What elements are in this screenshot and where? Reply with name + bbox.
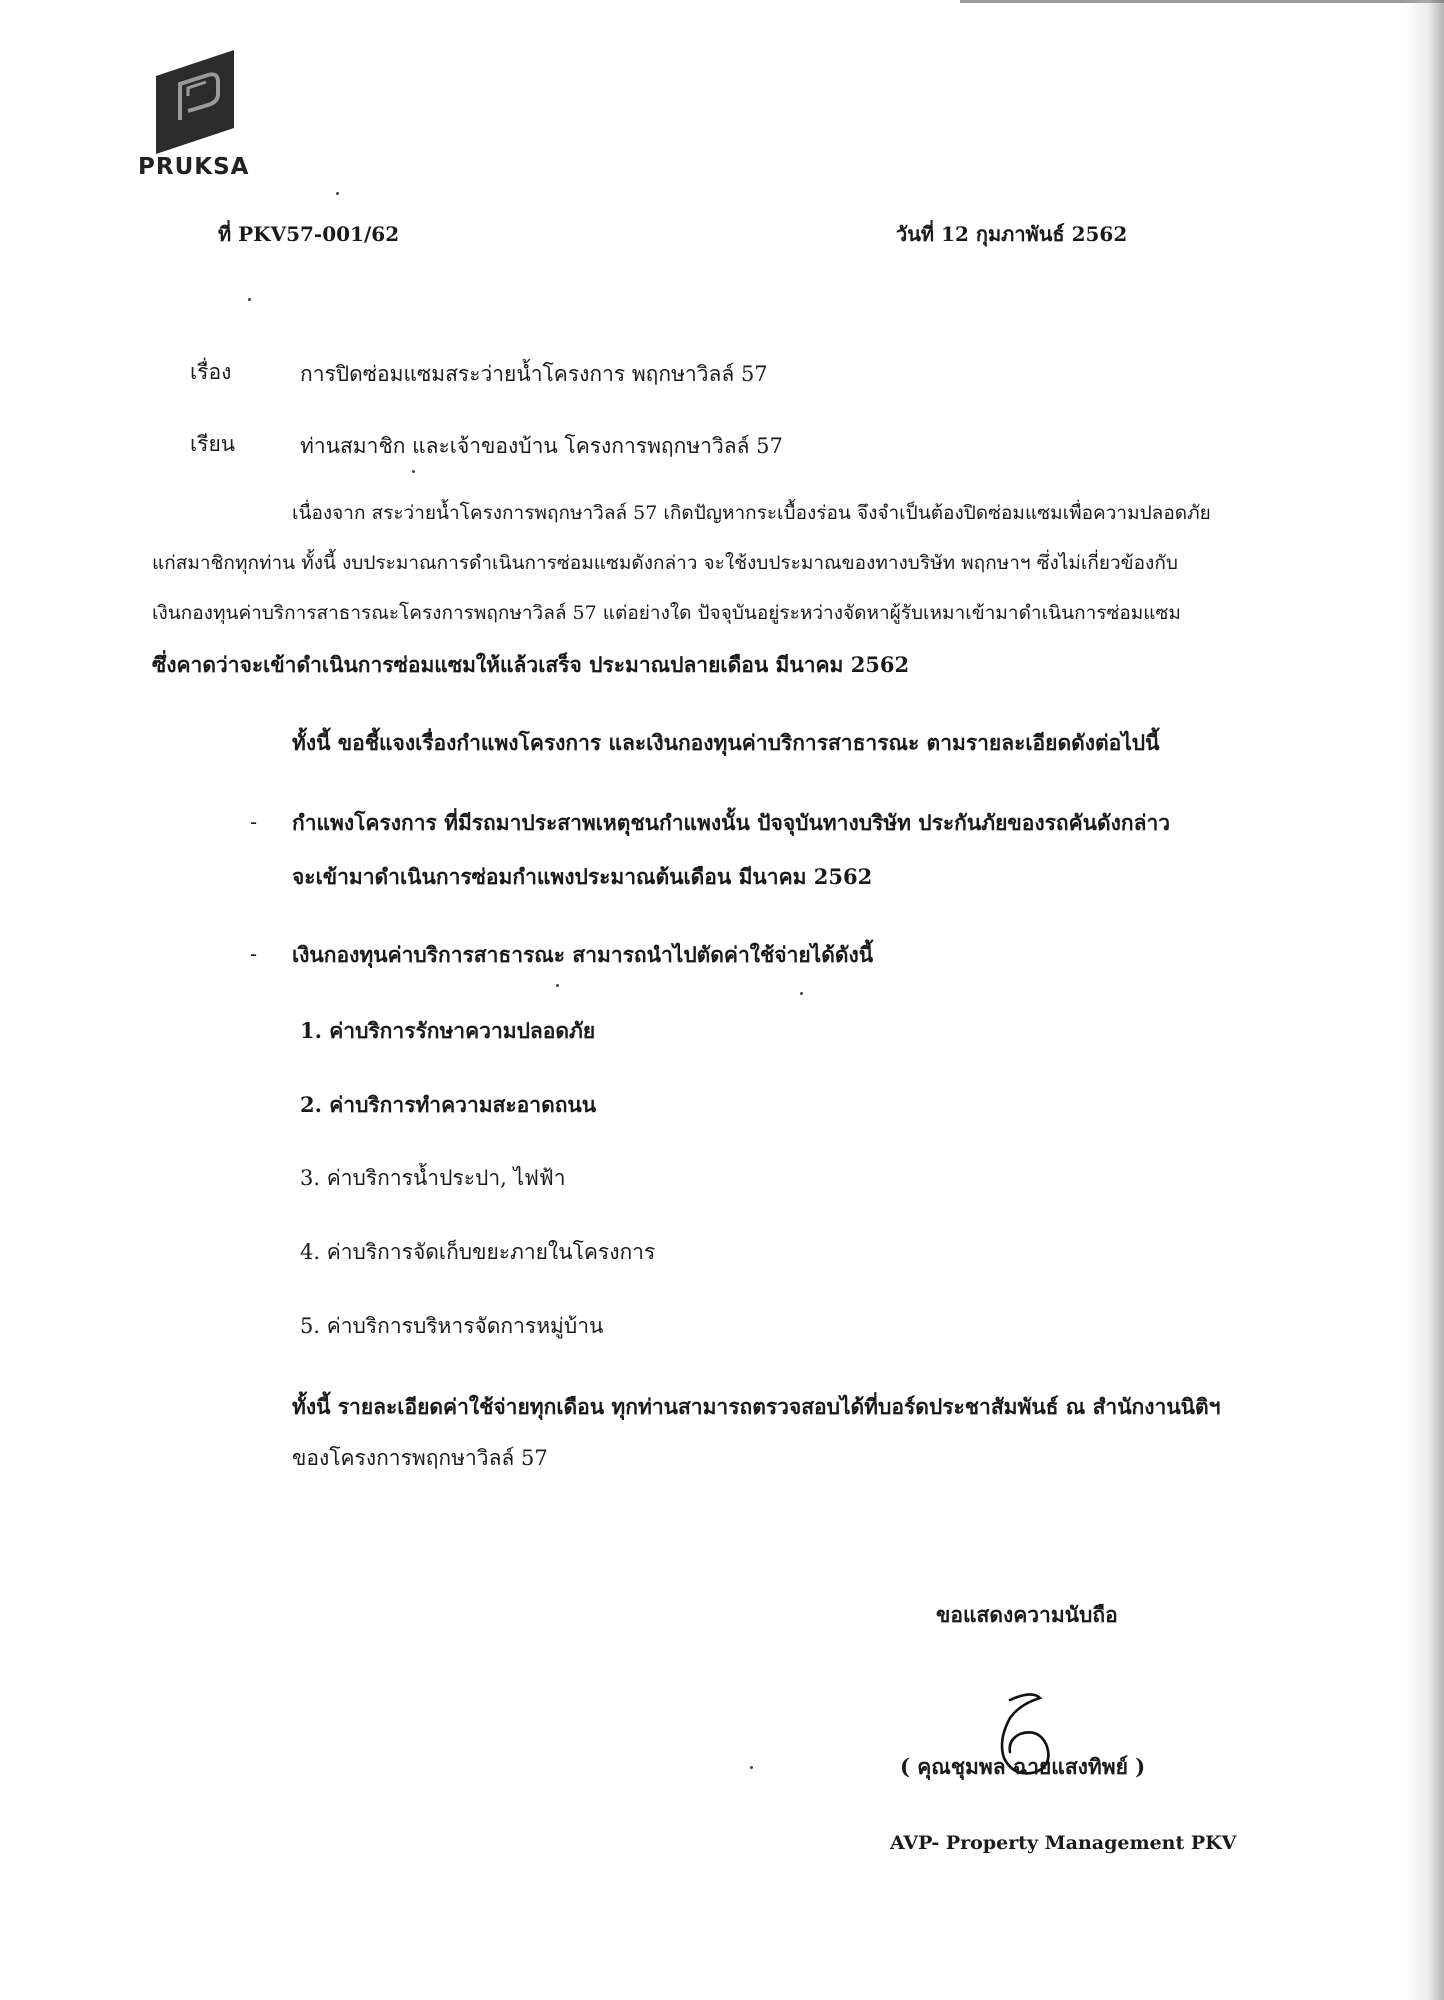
paragraph-line: เงินกองทุนค่าบริการสาธารณะโครงการพฤกษาวิลล์ 57 แต่อย่างใด ปัจจุบันอยู่ระหว่างจัดหาผู้รับเหมาเข้ามาดำเนินการซ่อมแซม [152,602,1181,624]
bullet-marker: - [250,942,258,966]
paragraph-line: เนื่องจาก สระว่ายน้ำโครงการพฤกษาวิลล์ 57 เกิดปัญหากระเบื้องร่อน จึงจำเป็นต้องปิดซ่อมแซมเพื่อความปลอดภัย [292,502,1211,524]
bullet-marker: - [250,810,258,834]
brand-name: PRUKSA [138,154,250,180]
paragraph-intro: ทั้งนี้ ขอชี้แจงเรื่องกำแพงโครงการ และเงินกองทุนค่าบริการสาธารณะ ตามรายละเอียดดังต่อไปนี้ [292,730,1160,755]
bullet-line: กำแพงโครงการ ที่มีรถมาประสาพเหตุชนกำแพงนั้น ปัจจุบันทางบริษัท ประกันภัยของรถคันดังกล่าว [292,810,1171,835]
closing-line: ทั้งนี้ รายละเอียดค่าใช้จ่ายทุกเดือน ทุกท่านสามารถตรวจสอบได้ที่บอร์ดประชาสัมพันธ์ ณ สำนักงานนิติฯ [292,1394,1221,1419]
scan-speck [556,984,559,987]
closing-line: ของโครงการพฤกษาวิลล์ 57 [292,1446,548,1470]
bullet-line: เงินกองทุนค่าบริการสาธารณะ สามารถนำไปตัดค่าใช้จ่ายได้ดังนี้ [292,942,874,967]
scan-speck [336,192,339,195]
list-item: 1. ค่าบริการรักษาความปลอดภัย [300,1018,596,1043]
scan-speck [248,298,251,301]
letter-date: วันที่ 12 กุมภาพันธ์ 2562 [896,222,1128,246]
scan-speck [800,992,803,995]
subject-label: เรื่อง [190,360,232,384]
subject-text: การปิดซ่อมแซมสระว่ายน้ำโครงการ พฤกษาวิลล์ 57 [300,362,768,386]
list-item: 3. ค่าบริการน้ำประปา, ไฟฟ้า [300,1166,566,1190]
signatory-name: ( คุณชุมพล ฉายแสงทิพย์ ) [900,1754,1146,1779]
signatory-position: AVP- Property Management PKV [890,1832,1237,1854]
recipient-label: เรียน [190,432,236,456]
scan-speck [750,1766,753,1769]
list-item: 4. ค่าบริการจัดเก็บขยะภายในโครงการ [300,1240,656,1264]
scan-edge-top [960,0,1444,3]
regards-text: ขอแสดงความนับถือ [936,1602,1118,1627]
paragraph-line: ซึ่งคาดว่าจะเข้าดำเนินการซ่อมแซมให้แล้วเสร็จ ประมาณปลายเดือน มีนาคม 2562 [152,652,910,677]
scan-edge-shadow [1404,0,1444,2000]
bullet-line: จะเข้ามาดำเนินการซ่อมกำแพงประมาณต้นเดือน มีนาคม 2562 [292,864,873,889]
reference-number: ที่ PKV57-001/62 [218,222,400,246]
list-item: 2. ค่าบริการทำความสะอาดถนน [300,1092,597,1117]
paragraph-line: แก่สมาชิกทุกท่าน ทั้งนี้ งบประมาณการดำเนินการซ่อมแซมดังกล่าว จะใช้งบประมาณของทางบริษัท พฤกษาฯ ซึ่งไม่เกี่ยวข้องกับ [152,552,1178,574]
scan-speck [412,470,415,473]
recipient-text: ท่านสมาชิก และเจ้าของบ้าน โครงการพฤกษาวิลล์ 57 [300,434,783,458]
list-item: 5. ค่าบริการบริหารจัดการหมู่บ้าน [300,1314,604,1338]
